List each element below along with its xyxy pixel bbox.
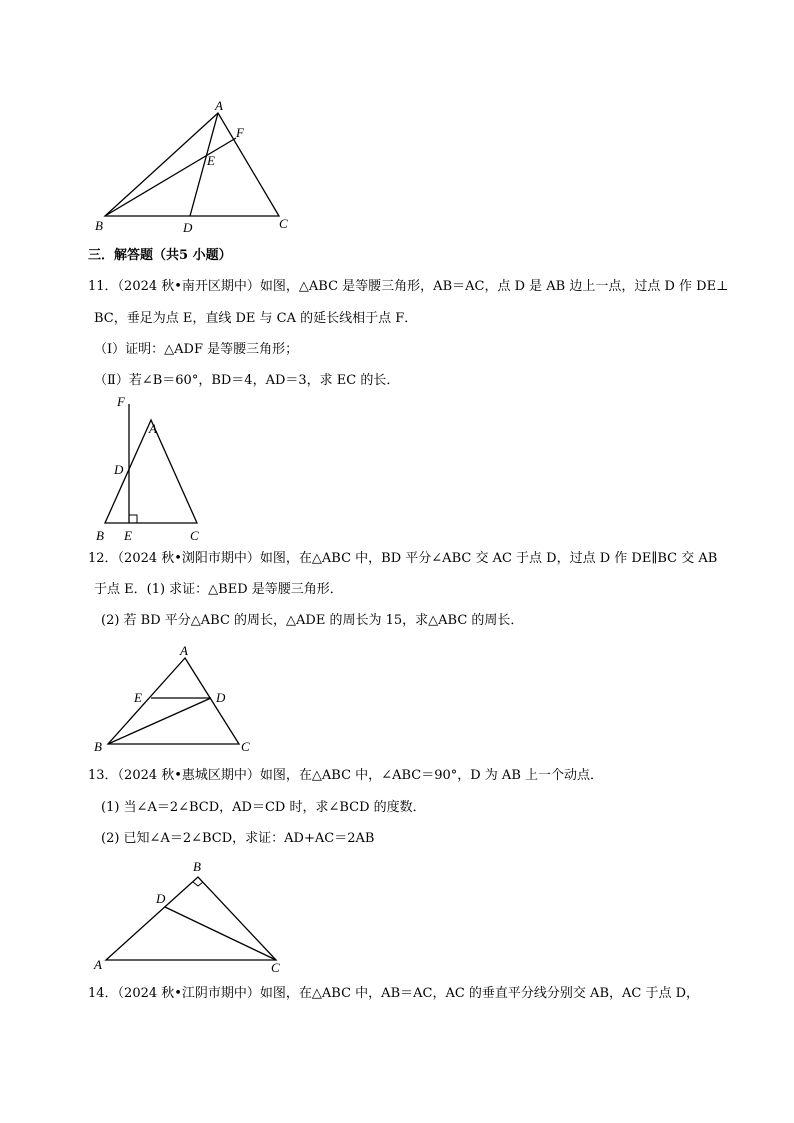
label-e: E <box>134 690 142 705</box>
q11-part1: （Ⅰ）证明：△ADF 是等腰三角形； <box>94 342 299 357</box>
label-a: A <box>180 643 188 658</box>
q11-line2: BC，垂足为点 E，直线 DE 与 CA 的延长线相于点 F． <box>94 311 418 326</box>
q13-line1: 13．（2024 秋•惠城区期中）如图，在△ABC 中，∠ABC＝90°，D 为 AB 上一个动点． <box>88 768 604 783</box>
label-b: B <box>96 528 104 543</box>
q12-part2: (2) 若 BD 平分△ABC 的周长，△ADE 的周长为 15，求△ABC 的周长． <box>101 613 524 628</box>
label-c: C <box>241 739 250 754</box>
label-d: D <box>156 891 166 906</box>
figure-q11 <box>0 390 794 550</box>
q11-part2: （Ⅱ）若∠B＝60°，BD＝4，AD＝3，求 EC 的长． <box>94 373 400 388</box>
q14-line1: 14．（2024 秋•江阴市期中）如图，在△ABC 中，AB＝AC，AC 的垂直平分线分别交 AB，AC 于点 D， <box>88 986 700 1001</box>
label-b: B <box>193 859 201 874</box>
label-e: E <box>124 528 132 543</box>
q11-line1: 11．（2024 秋•南开区期中）如图，△ABC 是等腰三角形，AB＝AC，点 D 是 AB 边上一点，过点 D 作 DE⊥ <box>88 279 729 294</box>
label-b: B <box>95 218 103 233</box>
label-f: F <box>236 125 244 140</box>
label-e: E <box>207 153 215 168</box>
label-f: F <box>117 394 125 409</box>
section-heading: 三．解答题（共5 小题） <box>88 248 232 263</box>
label-a: A <box>215 98 223 113</box>
label-a: A <box>149 421 157 436</box>
label-c: C <box>190 528 199 543</box>
label-d: D <box>183 220 193 235</box>
figure-q10 <box>0 0 794 240</box>
q13-part2: (2) 已知∠A＝2∠BCD，求证：AD+AC＝2AB <box>101 831 375 846</box>
right-angle-mark <box>193 882 203 886</box>
label-d: D <box>114 462 124 477</box>
q12-line2: 于点 E．(1) 求证：△BED 是等腰三角形． <box>94 582 343 597</box>
q12-line1: 12．（2024 秋•浏阳市期中）如图，在△ABC 中，BD 平分∠ABC 交 AC 于点 D，过点 D 作 DE∥BC 交 AB <box>88 551 718 566</box>
segment-bd <box>108 698 211 744</box>
label-c: C <box>271 960 280 975</box>
label-a: A <box>94 957 102 972</box>
right-angle-mark <box>129 515 137 523</box>
figure-q12 <box>0 640 794 755</box>
segment-bf <box>105 138 236 216</box>
q13-part1: (1) 当∠A＝2∠BCD，AD＝CD 时，求∠BCD 的度数． <box>101 800 426 815</box>
segment-dc <box>165 907 276 960</box>
label-b: B <box>94 739 102 754</box>
label-d: D <box>216 690 226 705</box>
label-c: C <box>279 216 288 231</box>
figure-q13 <box>0 855 794 980</box>
